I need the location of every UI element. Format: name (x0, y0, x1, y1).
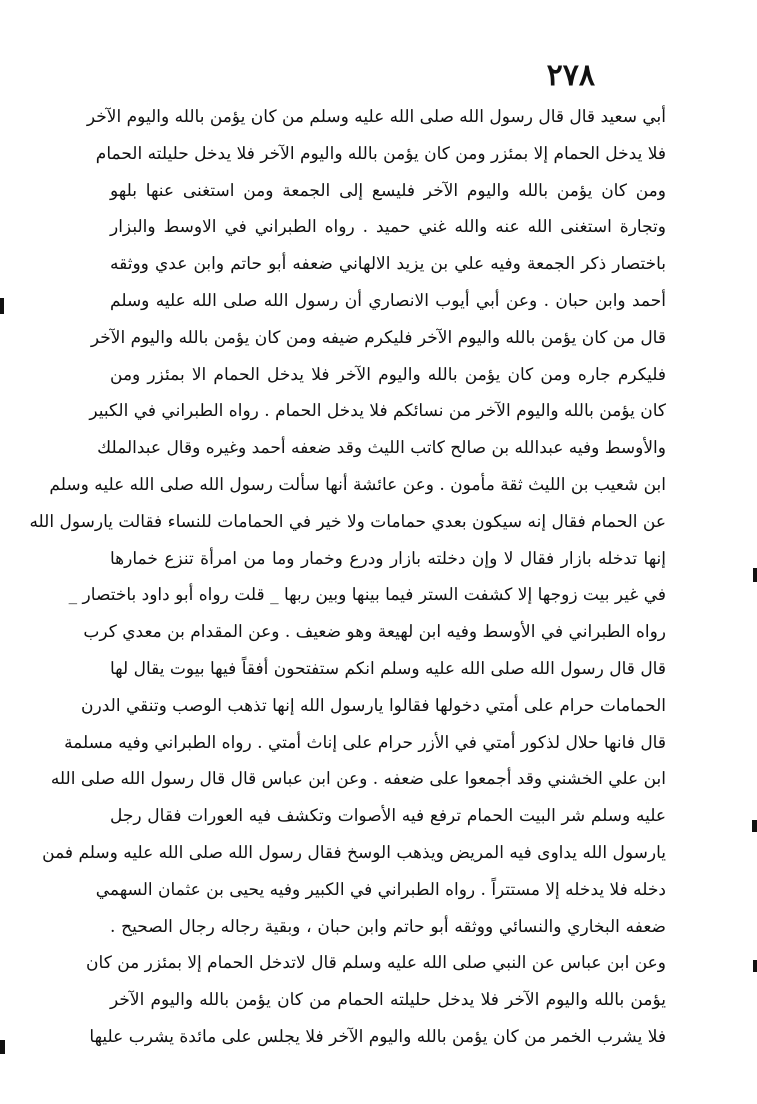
text-line: الحمامات حرام على أمتي دخولها فقالوا يارسول الله إنها تذهب الوصب وتنقي الدرن (81, 695, 666, 716)
scan-margin-mark (753, 960, 757, 972)
text-line: إنها تدخله بازار فقال لا وإن دخلته بازار ودرع وخمار وما من امرأة تنزع خمارها (110, 548, 666, 569)
text-line: قال من كان يؤمن بالله واليوم الآخر فليكرم ضيفه ومن كان يؤمن بالله واليوم الآخر (90, 327, 666, 348)
text-line: ابن شعيب بن الليث ثقة مأمون . وعن عائشة أنها سألت رسول الله صلى الله عليه وسلم (49, 474, 666, 495)
text-line: فليكرم جاره ومن كان يؤمن بالله واليوم الآخر فلا يدخل الحمام الا بمئزر ومن (110, 364, 666, 385)
body-text (29, 99, 666, 1056)
scan-margin-mark (0, 298, 4, 314)
text-line: قال قال رسول الله صلى الله عليه وسلم انكم ستفتحون أفقاً فيها بيوت يقال لها (110, 658, 666, 679)
text-line: كان يؤمن بالله واليوم الآخر من نسائكم فلا يدخل الحمام . رواه الطبراني في الكبير (89, 401, 666, 422)
text-line: ابن علي الخشني وقد أجمعوا على ضعفه . وعن ابن عباس قال قال رسول الله صلى الله (50, 769, 666, 790)
scan-margin-mark (753, 568, 757, 582)
text-line: ضعفه البخاري والنسائي ووثقه أبو حاتم وابن حبان ، وبقية رجاله رجال الصحيح . (110, 916, 666, 937)
text-line: أبي سعيد قال قال رسول الله صلى الله عليه وسلم من كان يؤمن بالله واليوم الآخر (86, 107, 666, 127)
text-line: وتجارة استغنى الله عنه والله غني حميد . رواه الطبراني في الاوسط والبزار (110, 217, 666, 238)
text-line: رواه الطبراني في الأوسط وفيه ابن لهيعة وهو ضعيف . وعن المقدام بن معدي كرب (83, 622, 666, 643)
text-line: فلا يدخل الحمام إلا بمئزر ومن كان يؤمن بالله واليوم الآخر فلا يدخل حليلته الحمام (95, 143, 666, 164)
text-line: باختصار ذكر الجمعة وفيه علي بن يزيد الالهاني ضعفه أبو حاتم وابن عدي ووثقه (110, 254, 666, 275)
text-line: دخله فلا يدخله إلا مستتراً . رواه الطبراني في الكبير وفيه يحيى بن عثمان السهمي (95, 879, 666, 900)
text-line: ومن كان يؤمن بالله واليوم الآخر فليسع إلى الجمعة ومن استغنى عنها بلهو (110, 180, 666, 201)
scan-margin-mark (752, 820, 757, 832)
text-line: فلا يشرب الخمر من كان يؤمن بالله واليوم الآخر فلا يجلس على مائدة يشرب عليها (89, 1026, 666, 1047)
text-line: والأوسط وفيه عبدالله بن صالح كاتب الليث وقد ضعفه أحمد وغيره وقال عبدالملك (97, 438, 666, 459)
text-line: في غير بيت زوجها إلا كشفت الستر فيما بينها وبين ربها _ قلت رواه أبو داود باختصار _ (68, 585, 666, 606)
text-line: عن الحمام فقال إنه سيكون بعدي حمامات ولا خير في الحمامات للنساء فقالت يارسول الله (29, 511, 666, 532)
text-line: عليه وسلم شر البيت الحمام ترفع فيه الأصوات وتكشف فيه العورات فقال رجل (110, 806, 666, 827)
text-line: وعن ابن عباس عن النبي صلى الله عليه وسلم قال لاتدخل الحمام إلا بمئزر من كان (86, 953, 666, 974)
text-line: يؤمن بالله واليوم الآخر فلا يدخل حليلته الحمام من كان يؤمن بالله واليوم الآخر (110, 990, 666, 1011)
text-line: يارسول الله يداوى فيه المريض ويذهب الوسخ فقال رسول الله صلى الله عليه وسلم فمن (42, 842, 666, 863)
page-number: ٢٧٨ (546, 58, 595, 93)
scan-margin-mark (0, 1040, 5, 1054)
text-line: قال فانها حلال لذكور أمتي في الأزر حرام على إناث أمتي . رواه الطبراني وفيه مسلمة (64, 732, 666, 753)
text-line: أحمد وابن حبان . وعن أبي أيوب الانصاري أن رسول الله صلى الله عليه وسلم (110, 290, 666, 311)
